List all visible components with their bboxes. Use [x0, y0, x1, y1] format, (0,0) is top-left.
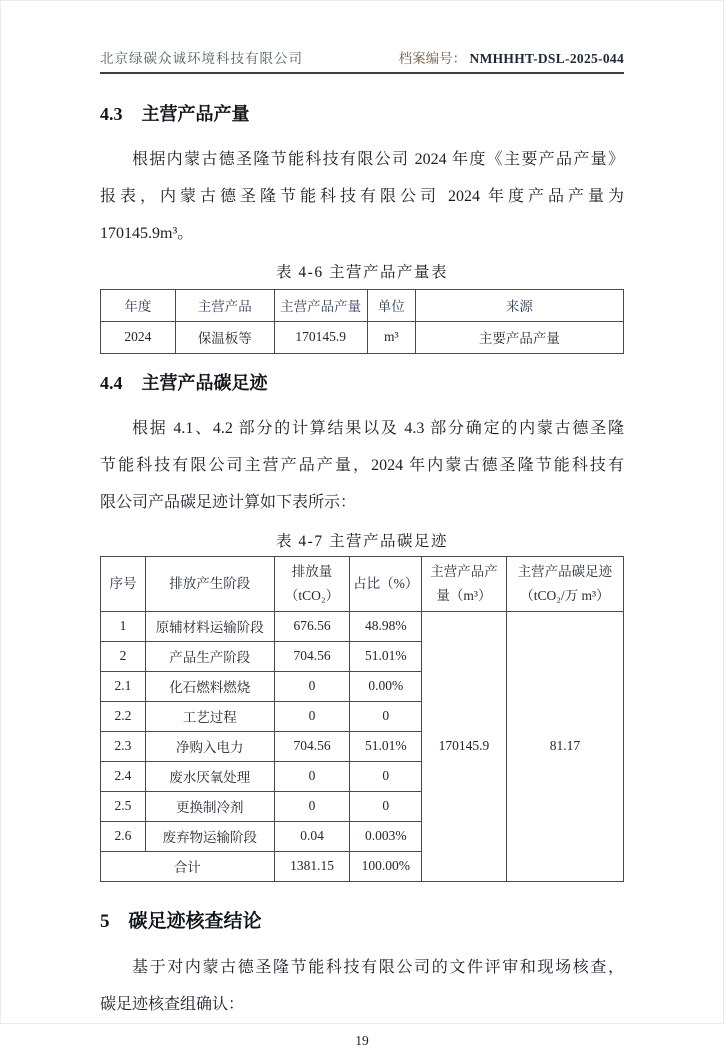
t47-stage-cell: 产品生产阶段	[145, 641, 274, 671]
paragraph-line: 限公司产品碳足迹计算如下表所示：	[100, 493, 357, 511]
t46-header-cell: 主营产品产量	[274, 289, 367, 321]
t47-header-line: 占比（%）	[353, 576, 419, 592]
t47-emission-cell: 0	[274, 701, 350, 731]
t47-emission-cell: 704.56	[274, 731, 350, 761]
t47-emission-cell: 0	[274, 761, 350, 791]
t47-no-cell: 2.3	[101, 731, 146, 761]
t47-no-cell: 2.2	[101, 701, 146, 731]
t47-emission-cell: 0.04	[274, 821, 350, 851]
table-4-6	[100, 289, 624, 354]
section-4-4-heading	[100, 369, 624, 395]
t47-header-row	[101, 556, 624, 611]
t47-header-line: 序号	[109, 576, 137, 592]
t47-header-line: 主营产品碳足迹	[517, 564, 613, 580]
paragraph-line: 报表，内蒙古德圣隆节能科技有限公司 2024 年度产品产量为	[100, 187, 624, 205]
file-number	[399, 47, 624, 67]
table-4-7	[100, 556, 624, 882]
t46-header-cell: 来源	[415, 289, 623, 321]
t46-cell: 主要产品产量	[415, 321, 623, 353]
paragraph-line: 碳足迹核查组确认：	[100, 995, 245, 1013]
t47-stage-cell: 净购入电力	[145, 731, 274, 761]
t47-emission-cell: 0	[274, 791, 350, 821]
table-4-6-caption: 表 4-6 主营产品产量表	[276, 263, 448, 281]
section-4-3-title: 主营产品产量	[141, 104, 250, 124]
t47-share-cell: 0	[350, 701, 422, 731]
t47-share-cell: 51.01%	[350, 731, 422, 761]
section-4-3-paragraph	[100, 141, 624, 252]
t47-header-cell	[422, 556, 507, 611]
t47-stage-cell: 废水厌氧处理	[145, 761, 274, 791]
section-5-paragraph	[100, 949, 624, 1023]
t47-header-cell	[506, 556, 623, 611]
t46-cell: 保温板等	[175, 321, 274, 353]
t47-header-line: （tCO₂/万 m³）	[520, 587, 610, 603]
t46-header-cell: 主营产品	[175, 289, 274, 321]
t47-header-line: （tCO₂）	[284, 587, 340, 603]
t47-header-line: 主营产品产	[430, 564, 498, 580]
page-header	[100, 47, 624, 74]
t46-header-cell: 单位	[367, 289, 415, 321]
t47-no-cell: 2	[101, 641, 146, 671]
section-5-number: 5	[100, 910, 110, 932]
paragraph-line: 根据 4.1、4.2 部分的计算结果以及 4.3 部分确定的内蒙古德圣隆	[132, 419, 624, 437]
section-4-4-title: 主营产品碳足迹	[141, 372, 268, 393]
t46-cell: m³	[367, 321, 415, 353]
section-4-3-heading	[100, 100, 624, 126]
t47-no-cell: 1	[101, 611, 146, 641]
t46-header-row	[101, 289, 624, 321]
t47-total-emission: 1381.15	[274, 851, 350, 881]
paragraph-line: 170145.9m³。	[100, 224, 194, 242]
section-4-3-number: 4.3	[100, 104, 123, 124]
t47-no-cell: 2.1	[101, 671, 146, 701]
t47-header-cell	[350, 556, 422, 611]
section-4-4-number: 4.4	[100, 372, 123, 393]
t47-header-cell	[101, 556, 146, 611]
section-5-title: 碳足迹核查结论	[128, 910, 262, 932]
t47-row	[101, 611, 624, 641]
t47-output-cell: 170145.9	[422, 611, 507, 881]
t46-cell: 170145.9	[274, 321, 367, 353]
section-4-4-paragraph	[100, 410, 624, 521]
t47-header-line: 排放量	[291, 564, 333, 580]
t47-total-label: 合计	[101, 851, 275, 881]
paragraph-line: 根据内蒙古德圣隆节能科技有限公司 2024 年度《主要产品产量》	[132, 150, 624, 168]
t47-stage-cell: 工艺过程	[145, 701, 274, 731]
t46-row	[101, 321, 624, 353]
t47-share-cell: 0	[350, 761, 422, 791]
section-5-heading	[100, 906, 624, 933]
file-number-value: NMHHHT-DSL-2025-044	[469, 51, 624, 66]
t47-total-share: 100.00%	[350, 851, 422, 881]
t47-no-cell: 2.6	[101, 821, 146, 851]
t47-header-line: 排放产生阶段	[169, 576, 251, 592]
t47-share-cell: 0.003%	[350, 821, 422, 851]
t47-footprint-cell: 81.17	[506, 611, 623, 881]
t47-emission-cell: 0	[274, 671, 350, 701]
t47-no-cell: 2.4	[101, 761, 146, 791]
t47-share-cell: 0.00%	[350, 671, 422, 701]
t47-stage-cell: 更换制冷剂	[145, 791, 274, 821]
t47-header-cell	[274, 556, 350, 611]
company-name: 北京绿碳众诚环境科技有限公司	[100, 51, 303, 66]
t47-body	[101, 611, 624, 881]
t47-stage-cell: 废弃物运输阶段	[145, 821, 274, 851]
paragraph-line: 节能科技有限公司主营产品产量，2024 年内蒙古德圣隆节能科技有	[100, 456, 624, 474]
t46-header-cell: 年度	[101, 289, 176, 321]
t46-cell: 2024	[101, 321, 176, 353]
t47-stage-cell: 原辅材料运输阶段	[145, 611, 274, 641]
t46-body	[101, 321, 624, 353]
t47-share-cell: 0	[350, 791, 422, 821]
t47-no-cell: 2.5	[101, 791, 146, 821]
t47-emission-cell: 676.56	[274, 611, 350, 641]
table-4-7-caption: 表 4-7 主营产品碳足迹	[276, 532, 448, 550]
t47-header-line: 量（m³）	[436, 587, 492, 603]
t47-share-cell: 51.01%	[350, 641, 422, 671]
page-number: 19	[355, 1032, 369, 1048]
paragraph-line: 基于对内蒙古德圣隆节能科技有限公司的文件评审和现场核查，	[132, 958, 624, 976]
file-number-label: 档案编号：	[398, 51, 467, 66]
t47-stage-cell: 化石燃料燃烧	[145, 671, 274, 701]
t47-header-cell	[145, 556, 274, 611]
t47-emission-cell: 704.56	[274, 641, 350, 671]
t47-share-cell: 48.98%	[350, 611, 422, 641]
